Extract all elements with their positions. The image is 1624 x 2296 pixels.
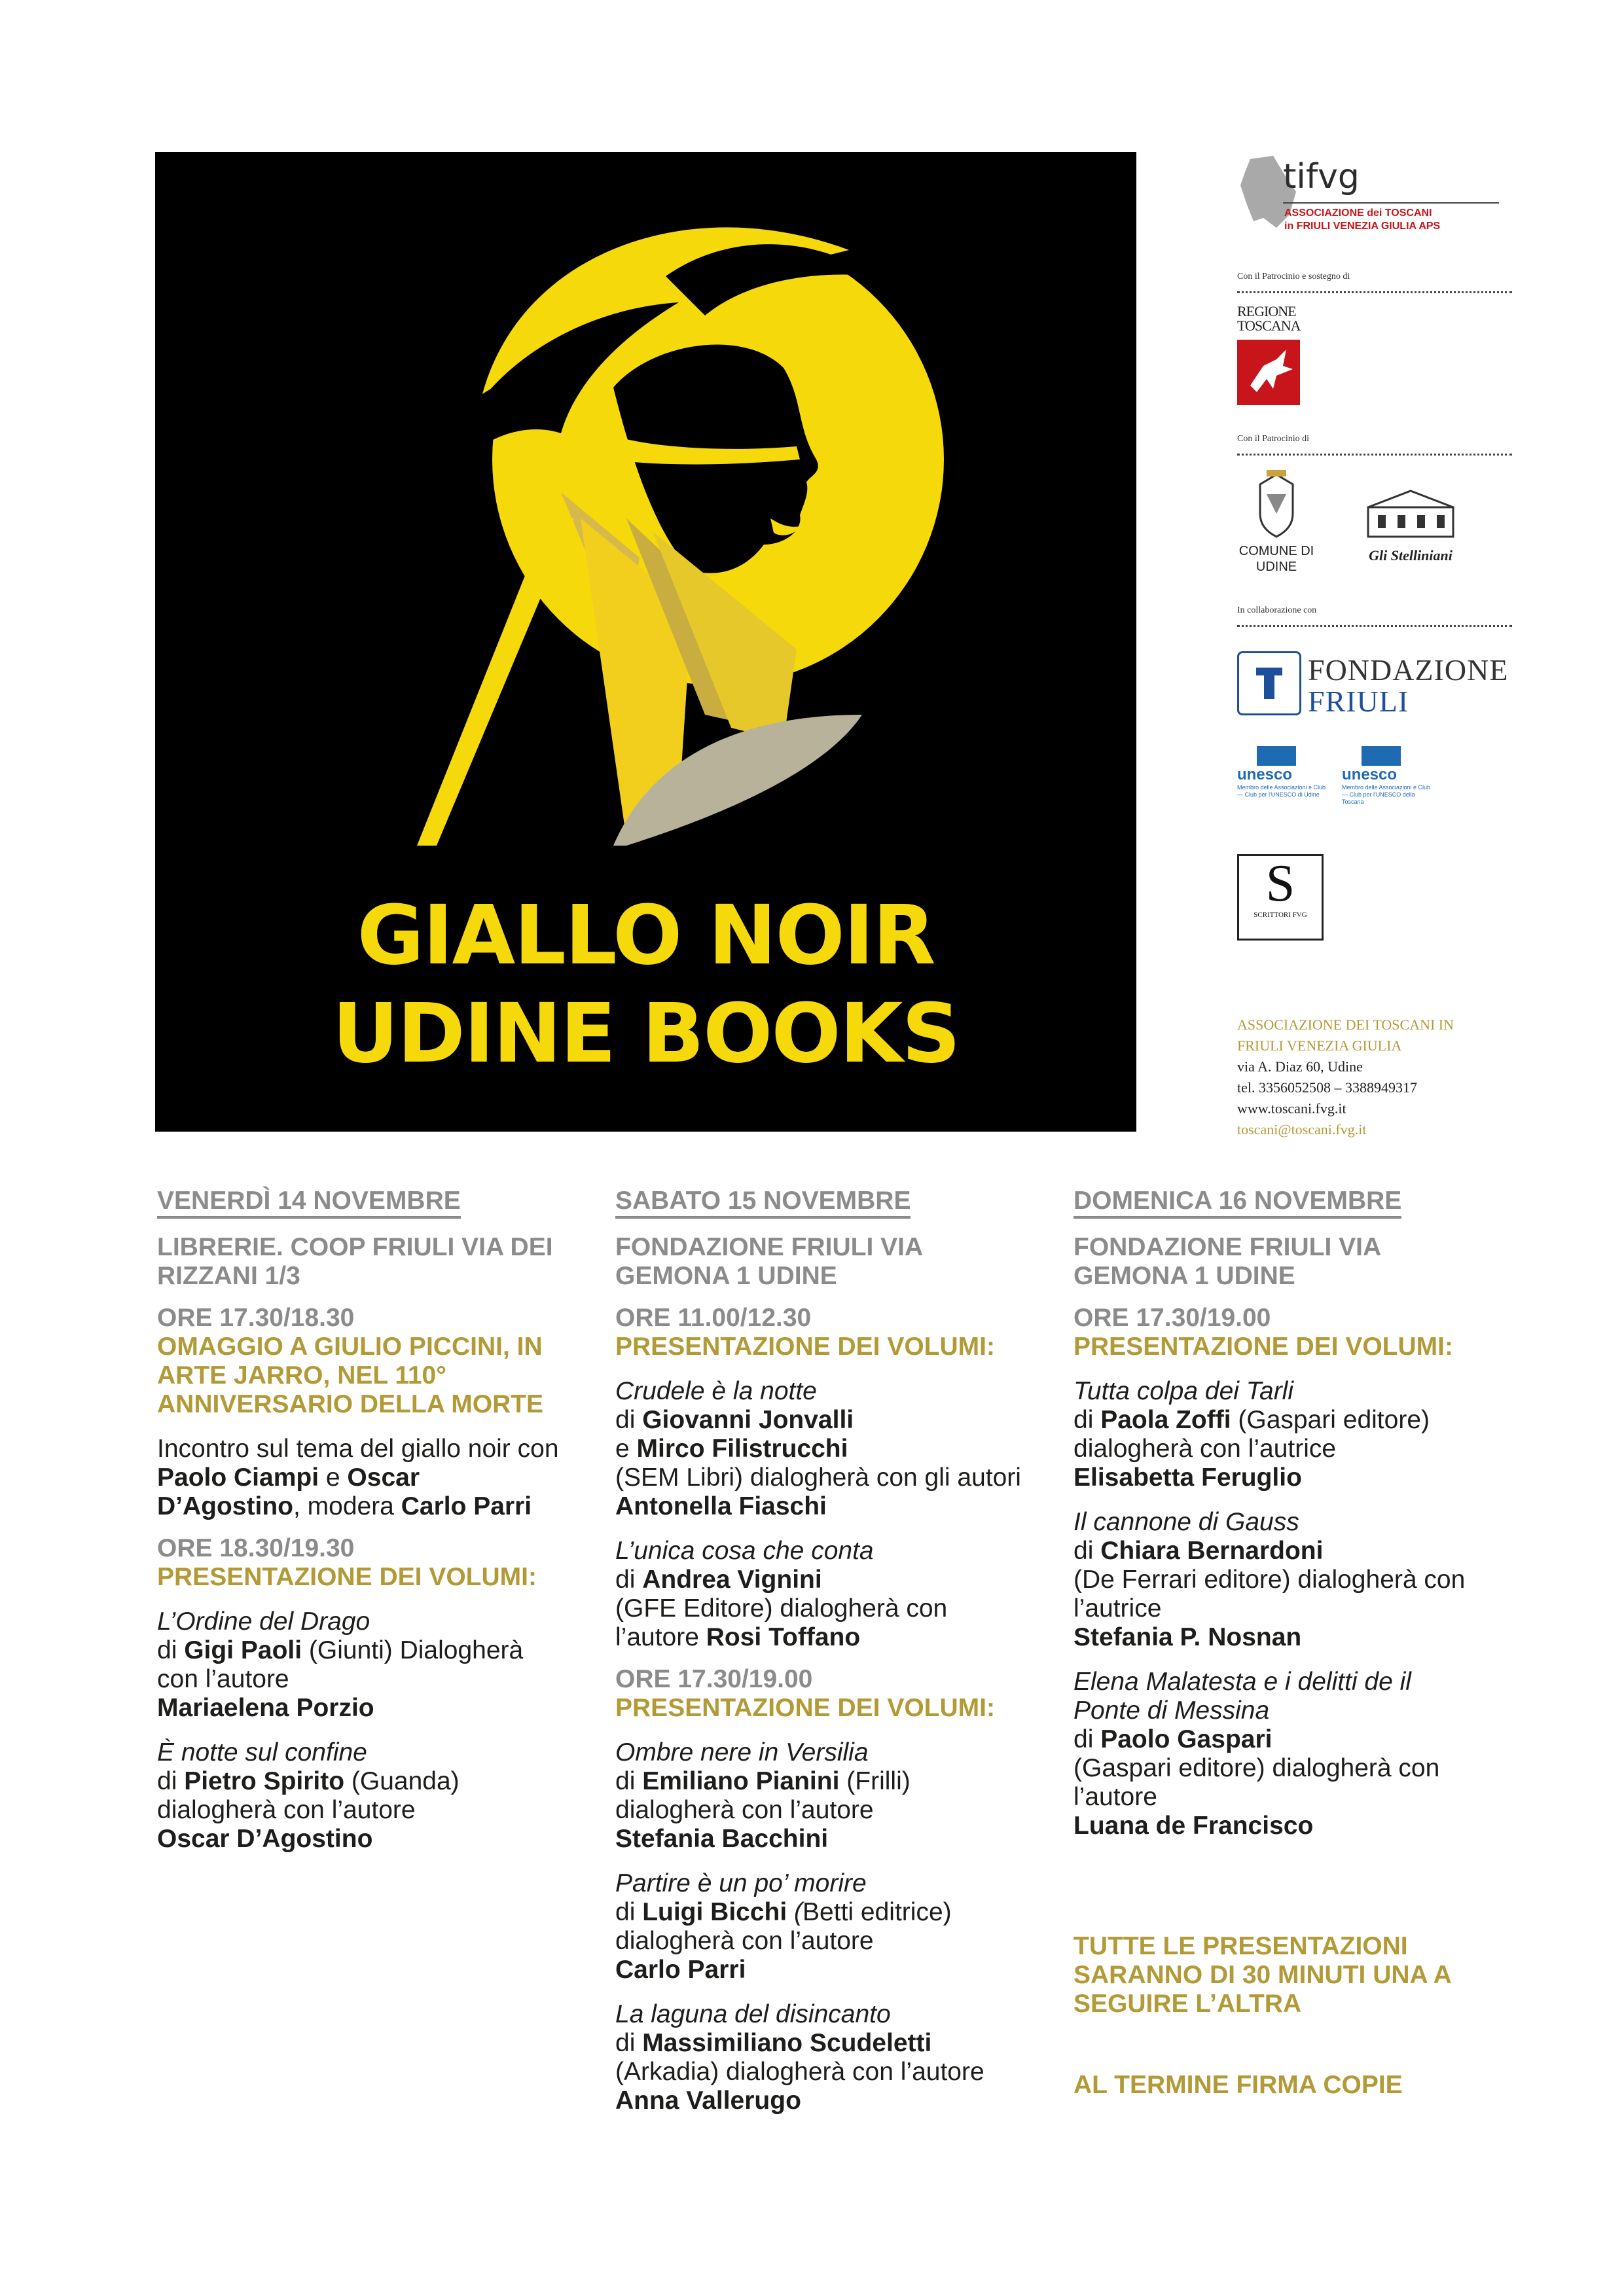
friday-heading-2: PRESENTAZIONE DEI VOLUMI:: [157, 1563, 537, 1591]
friday-time-1: ORE 17.30/18.30: [157, 1304, 355, 1332]
friday-column: [157, 1186, 563, 1854]
saturday-book-4: Partire è un po’ morire di Luigi Bicchi (Betti editrice) dialogherà con l’autore Carlo Parri: [615, 1869, 952, 1984]
fondazione-text-line2: FRIULI: [1308, 685, 1409, 718]
comune-udine-text: COMUNE DI UDINE: [1238, 544, 1314, 574]
association-logo-word: tifvg: [1283, 157, 1360, 196]
poster-title-line2: UDINE BOOKS: [332, 986, 960, 1081]
unesco-subtext: Membro delle Associazioni e Club — Club per l'UNESCO della Toscana: [1342, 784, 1431, 805]
regione-toscana-logo: [1237, 304, 1303, 405]
unesco-text: unesco: [1237, 766, 1293, 783]
fondazione-emblem-icon: [1237, 651, 1301, 715]
friday-venue: LIBRERIE. COOP FRIULI VIA DEI RIZZANI 1/3: [157, 1233, 553, 1290]
friday-book-1: L’Ordine del Drago di Gigi Paoli (Giunti) Dialogherà con l’autore Mariaelena Porzio: [157, 1607, 524, 1722]
label-patrocinio-sostegno: Con il Patrocinio e sostegno di: [1237, 272, 1350, 281]
saturday-book-5: La laguna del disincanto di Massimiliano Scudeletti (Arkadia) dialogherà con l’autore Anna Vallerugo: [615, 2000, 984, 2115]
saturday-time-2: ORE 17.30/19.00: [615, 1665, 813, 1693]
dotted-divider: [1237, 291, 1512, 293]
sunday-book-3: Elena Malatesta e i delitti de il Ponte di Messina di Paolo Gaspari (Gaspari editore) dialogherà con l’autore Luana de Francisco: [1074, 1668, 1440, 1840]
regione-toscana-text: REGIONE TOSCANA: [1237, 303, 1301, 334]
sunday-venue: FONDAZIONE FRIULI VIA GEMONA 1 UDINE: [1074, 1233, 1380, 1290]
unesco-text: unesco: [1342, 766, 1398, 783]
association-logo: [1237, 147, 1525, 236]
sunday-note-duration: TUTTE LE PRESENTAZIONI SARANNO DI 30 MINUTI UNA A SEGUIRE L’ALTRA: [1074, 1932, 1451, 2018]
unesco-toscana-logo: [1342, 746, 1434, 831]
poster-title-line1: GIALLO NOIR: [357, 888, 935, 983]
friday-book-2: È notte sul confine di Pietro Spirito (Guanda) dialogherà con l’autore Oscar D’Agostino: [157, 1738, 460, 1853]
saturday-book-2: L’unica cosa che conta di Andrea Vignini (GFE Editore) dialogherà con l’autore Rosi Toffano: [615, 1537, 948, 1651]
org-name-line2: FRIULI VENEZIA GIULIA: [1237, 1037, 1402, 1054]
coat-of-arms-icon: [1250, 468, 1303, 540]
association-name-line1: ASSOCIAZIONE dei TOSCANI: [1284, 207, 1432, 219]
saturday-column: [615, 1186, 1021, 2115]
email-link[interactable]: toscani@toscani.fvg.it: [1237, 1121, 1367, 1138]
woman-silhouette-illustration: [155, 152, 1136, 872]
org-name-line1: ASSOCIAZIONE DEI TOSCANI IN: [1237, 1016, 1454, 1033]
comune-udine-logo: [1237, 468, 1316, 575]
unesco-temple-icon: [1257, 746, 1296, 766]
dotted-divider: [1237, 625, 1512, 627]
saturday-heading-1: PRESENTAZIONE DEI VOLUMI:: [615, 1333, 995, 1361]
saturday-time-1: ORE 11.00/12.30: [615, 1304, 812, 1332]
sunday-book-1: Tutta colpa dei Tarli di Paola Zoffi (Gaspari editore) dialogherà con l’autrice Elisabetta Feruglio: [1074, 1377, 1430, 1492]
scrittori-letter: S: [1265, 855, 1295, 912]
stelliniani-text: Gli Stelliniani: [1369, 547, 1453, 564]
poster-artwork: [155, 152, 1136, 1132]
website-link[interactable]: www.toscani.fvg.it: [1237, 1100, 1346, 1117]
friday-time-2: ORE 18.30/19.30: [157, 1534, 355, 1562]
sunday-note-signing: AL TERMINE FIRMA COPIE: [1074, 2071, 1403, 2099]
fondazione-friuli-logo: [1237, 651, 1512, 723]
scrittori-text: SCRITTORI FVG: [1254, 911, 1307, 919]
sunday-time-1: ORE 17.30/19.00: [1074, 1304, 1271, 1332]
pegasus-icon: [1237, 340, 1300, 405]
logo-divider: [1283, 202, 1499, 204]
label-collaborazione: In collaborazione con: [1237, 605, 1317, 615]
dotted-divider: [1237, 454, 1512, 456]
saturday-venue: FONDAZIONE FRIULI VIA GEMONA 1 UDINE: [615, 1233, 922, 1290]
sunday-date: DOMENICA 16 NOVEMBRE: [1074, 1186, 1401, 1219]
sunday-column: [1074, 1186, 1479, 2100]
label-patrocinio: Con il Patrocinio di: [1237, 434, 1310, 444]
scrittori-fvg-logo: [1237, 854, 1324, 941]
friday-date: VENERDÌ 14 NOVEMBRE: [157, 1186, 461, 1219]
contact-address: [1237, 1014, 1525, 1140]
stelliniani-logo: [1348, 488, 1473, 564]
sunday-heading-1: PRESENTAZIONE DEI VOLUMI:: [1074, 1333, 1453, 1361]
phone-numbers: tel. 3356052508 – 3388949317: [1237, 1079, 1417, 1096]
saturday-date: SABATO 15 NOVEMBRE: [615, 1186, 911, 1219]
unesco-subtext: Membro delle Associazioni e Club — Club per l'UNESCO di Udine: [1237, 784, 1326, 798]
saturday-book-1: Crudele è la notte di Giovanni Jonvalli e Mirco Filistrucchi (SEM Libri) dialogherà con gli autori Antonella Fiaschi: [615, 1377, 1021, 1520]
building-icon: [1362, 488, 1460, 540]
unesco-udine-logo: [1237, 746, 1329, 831]
fondazione-text-line1: FONDAZIONE: [1308, 653, 1509, 687]
friday-incontro: Incontro sul tema del giallo noir con Paolo Ciampi e Oscar D’Agostino, modera Carlo Parri: [157, 1435, 559, 1520]
saturday-heading-2: PRESENTAZIONE DEI VOLUMI:: [615, 1694, 995, 1722]
sunday-book-2: Il cannone di Gauss di Chiara Bernardoni (De Ferrari editore) dialogherà con l’autrice Stefania P. Nosnan: [1074, 1508, 1466, 1651]
unesco-temple-icon: [1362, 746, 1401, 766]
association-name-line2: in FRIULI VENEZIA GIULIA APS: [1284, 221, 1441, 232]
friday-heading-1: OMAGGIO A GIULIO PICCINI, IN ARTE JARRO, NEL 110° ANNIVERSARIO DELLA MORTE: [157, 1333, 544, 1418]
street-address: via A. Diaz 60, Udine: [1237, 1058, 1363, 1075]
saturday-book-3: Ombre nere in Versilia di Emiliano Pianini (Frilli) dialogherà con l’autore Stefania Bacchini: [615, 1738, 911, 1853]
